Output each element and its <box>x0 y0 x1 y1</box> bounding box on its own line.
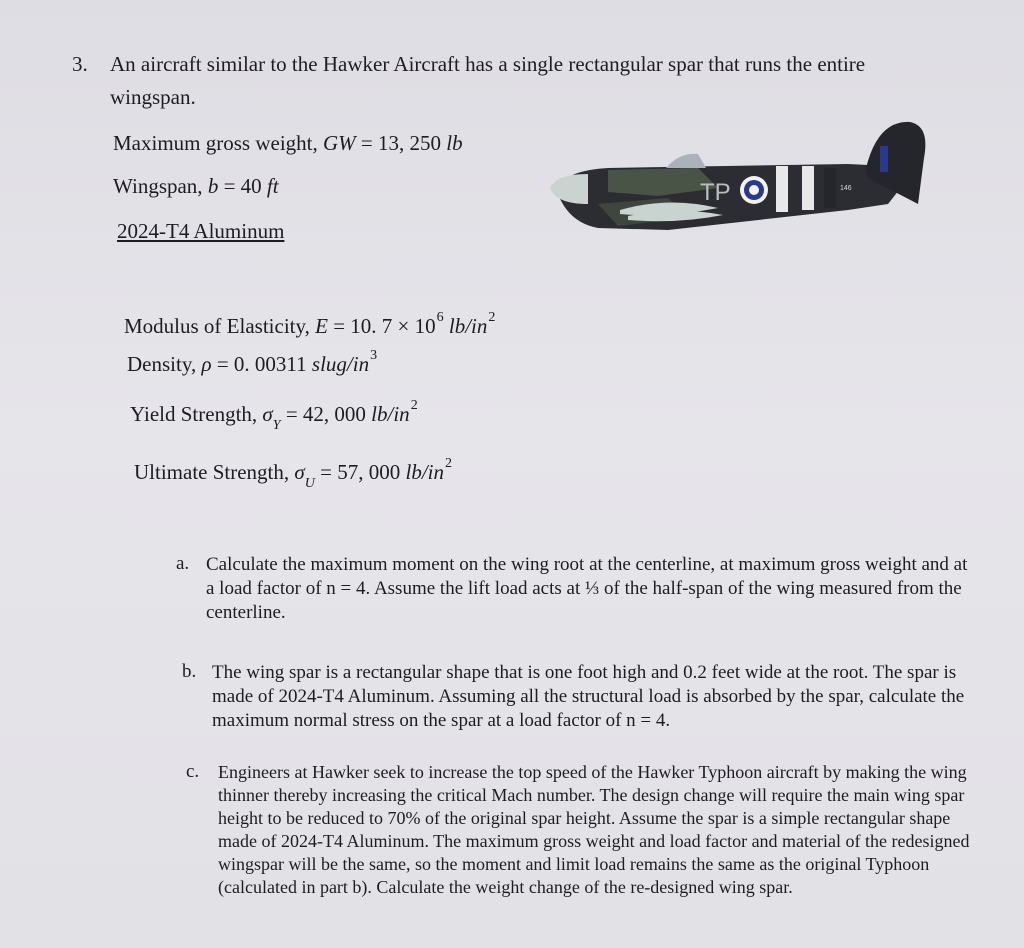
part-b-text: The wing spar is a rectangular shape that is one foot high and 0.2 feet wide at the root. The spar is made of 2024-T4 Aluminum. Assuming all the structural load is absorbed by the spar, calculate the maximum normal stress on the spar at a load factor of n = 4. <box>212 662 965 731</box>
part-c-label: c. <box>186 761 200 782</box>
canopy-shape <box>666 154 706 168</box>
modulus-line: Modulus of Elasticity, E = 10. $7 \times 10^6$ $lb/in^2$ <box>124 310 496 338</box>
density-line: Density, ρ = 0. 00311 slug/$in^3$ <box>127 348 378 376</box>
fuselage-stripe <box>824 168 836 208</box>
yield-strength-line: Yield Strength, $\sigma_Y = 42$, 000 $lb/in^2$ <box>130 398 418 433</box>
nose-spinner-shape <box>550 174 588 204</box>
ultimate-strength-line: Ultimate Strength, $\sigma_U = 57$, 000 $lb/in^2$ <box>134 456 452 491</box>
wingspan-line: Wingspan, b = 40 ft <box>113 174 279 198</box>
part-a-text: Calculate the maximum moment on the wing root at the centerline, at maximum gross weight and at a load factor of n = 4. Assume the lift load acts at ⅓ of the half-span of the wing measured from the centerline. <box>206 554 968 623</box>
gross-weight-line: Maximum gross weight, GW = 13, 250 lb <box>113 131 463 155</box>
fin-flash-stripe <box>880 146 888 172</box>
squadron-code: TP <box>700 179 731 206</box>
part-b-label: b. <box>182 661 197 682</box>
part-a-label: a. <box>176 553 190 574</box>
problem-intro-line1: An aircraft similar to the Hawker Aircraft has a single rectangular spar that runs the entire <box>110 52 866 76</box>
roundel-inner <box>749 185 759 195</box>
fuselage-stripe <box>776 166 788 212</box>
problem-intro-line2: wingspan. <box>110 85 196 109</box>
problem-number: 3. <box>72 52 88 76</box>
hawker-typhoon-image <box>548 118 930 246</box>
material-name: 2024-T4 Aluminum <box>117 219 285 243</box>
part-c-text: Engineers at Hawker seek to increase the top speed of the Hawker Typhoon aircraft by making the wing thinner thereby increasing the critical Mach number. The design change will require the main wing spar height to be reduced to 70% of the original spar height. Assume the spar is a simple rectangular shape made of 2024-T4 Aluminum. The maximum gross weight and load factor and material of the redesigned wingspar will be the same, so the moment and limit load remains the same as the original Typhoon (calculated in part b). Calculate the weight change of the re-designed wing spar. <box>218 762 970 897</box>
fuselage-stripe <box>802 166 814 210</box>
tail-code: 146 <box>840 185 852 192</box>
